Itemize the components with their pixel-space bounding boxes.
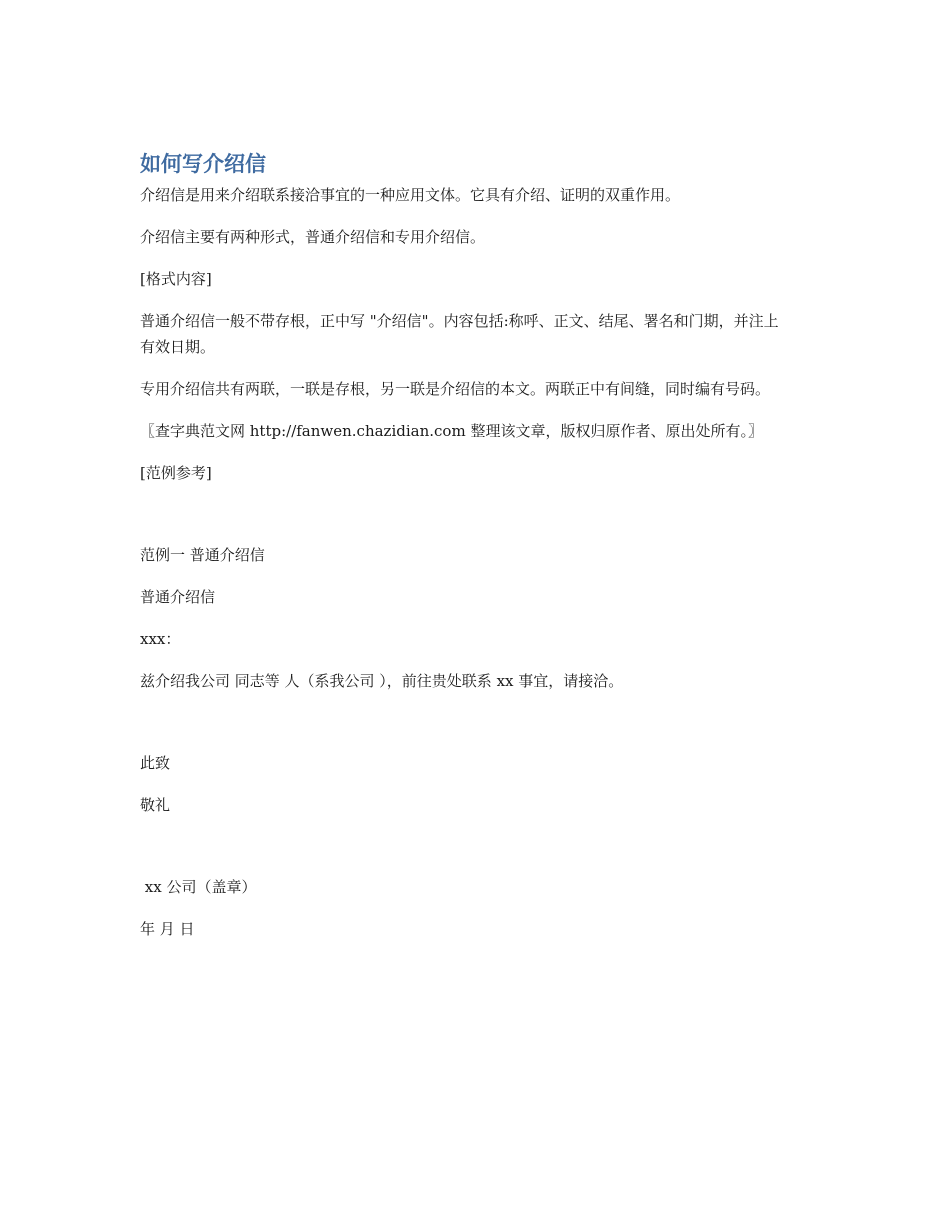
intro-paragraph-1: 介绍信是用来介绍联系接洽事宜的一种应用文体。它具有介绍、证明的双重作用。 xyxy=(140,186,681,204)
format-paragraph-1: 普通介绍信一般不带存根，正中写 "介绍信"。内容包括:称呼、正文、结尾、署名和门期，并注上有效日期。 xyxy=(140,312,779,356)
letter-closing-2: 敬礼 xyxy=(140,796,171,814)
format-paragraph-2: 专用介绍信共有两联，一联是存根，另一联是介绍信的本文。两联正中有间缝，同时编有号码。 xyxy=(140,380,771,398)
document-title: 如何写介绍信 xyxy=(140,152,266,176)
spacer xyxy=(140,710,820,750)
letter-title: 普通介绍信 xyxy=(140,588,216,606)
source-note: 〖查字典范文网 http://fanwen.chazidian.com 整理该文章，版权归原作者、原出处所有。〗 xyxy=(140,422,763,440)
spacer xyxy=(140,834,820,874)
letter-salutation: xxx： xyxy=(140,630,181,648)
letter-signature: xx 公司（盖章） xyxy=(140,878,257,896)
example-heading: [范例参考] xyxy=(140,464,212,482)
spacer xyxy=(140,502,820,542)
intro-paragraph-2: 介绍信主要有两种形式，普通介绍信和专用介绍信。 xyxy=(140,228,486,246)
format-heading: [格式内容] xyxy=(140,270,212,288)
letter-date: 年 月 日 xyxy=(140,920,195,938)
letter-body: 兹介绍我公司 同志等 人（系我公司 ），前往贵处联系 xx 事宜，请接洽。 xyxy=(140,672,624,690)
letter-closing-1: 此致 xyxy=(140,754,171,772)
example-label: 范例一 普通介绍信 xyxy=(140,546,265,564)
document-page xyxy=(140,148,820,958)
